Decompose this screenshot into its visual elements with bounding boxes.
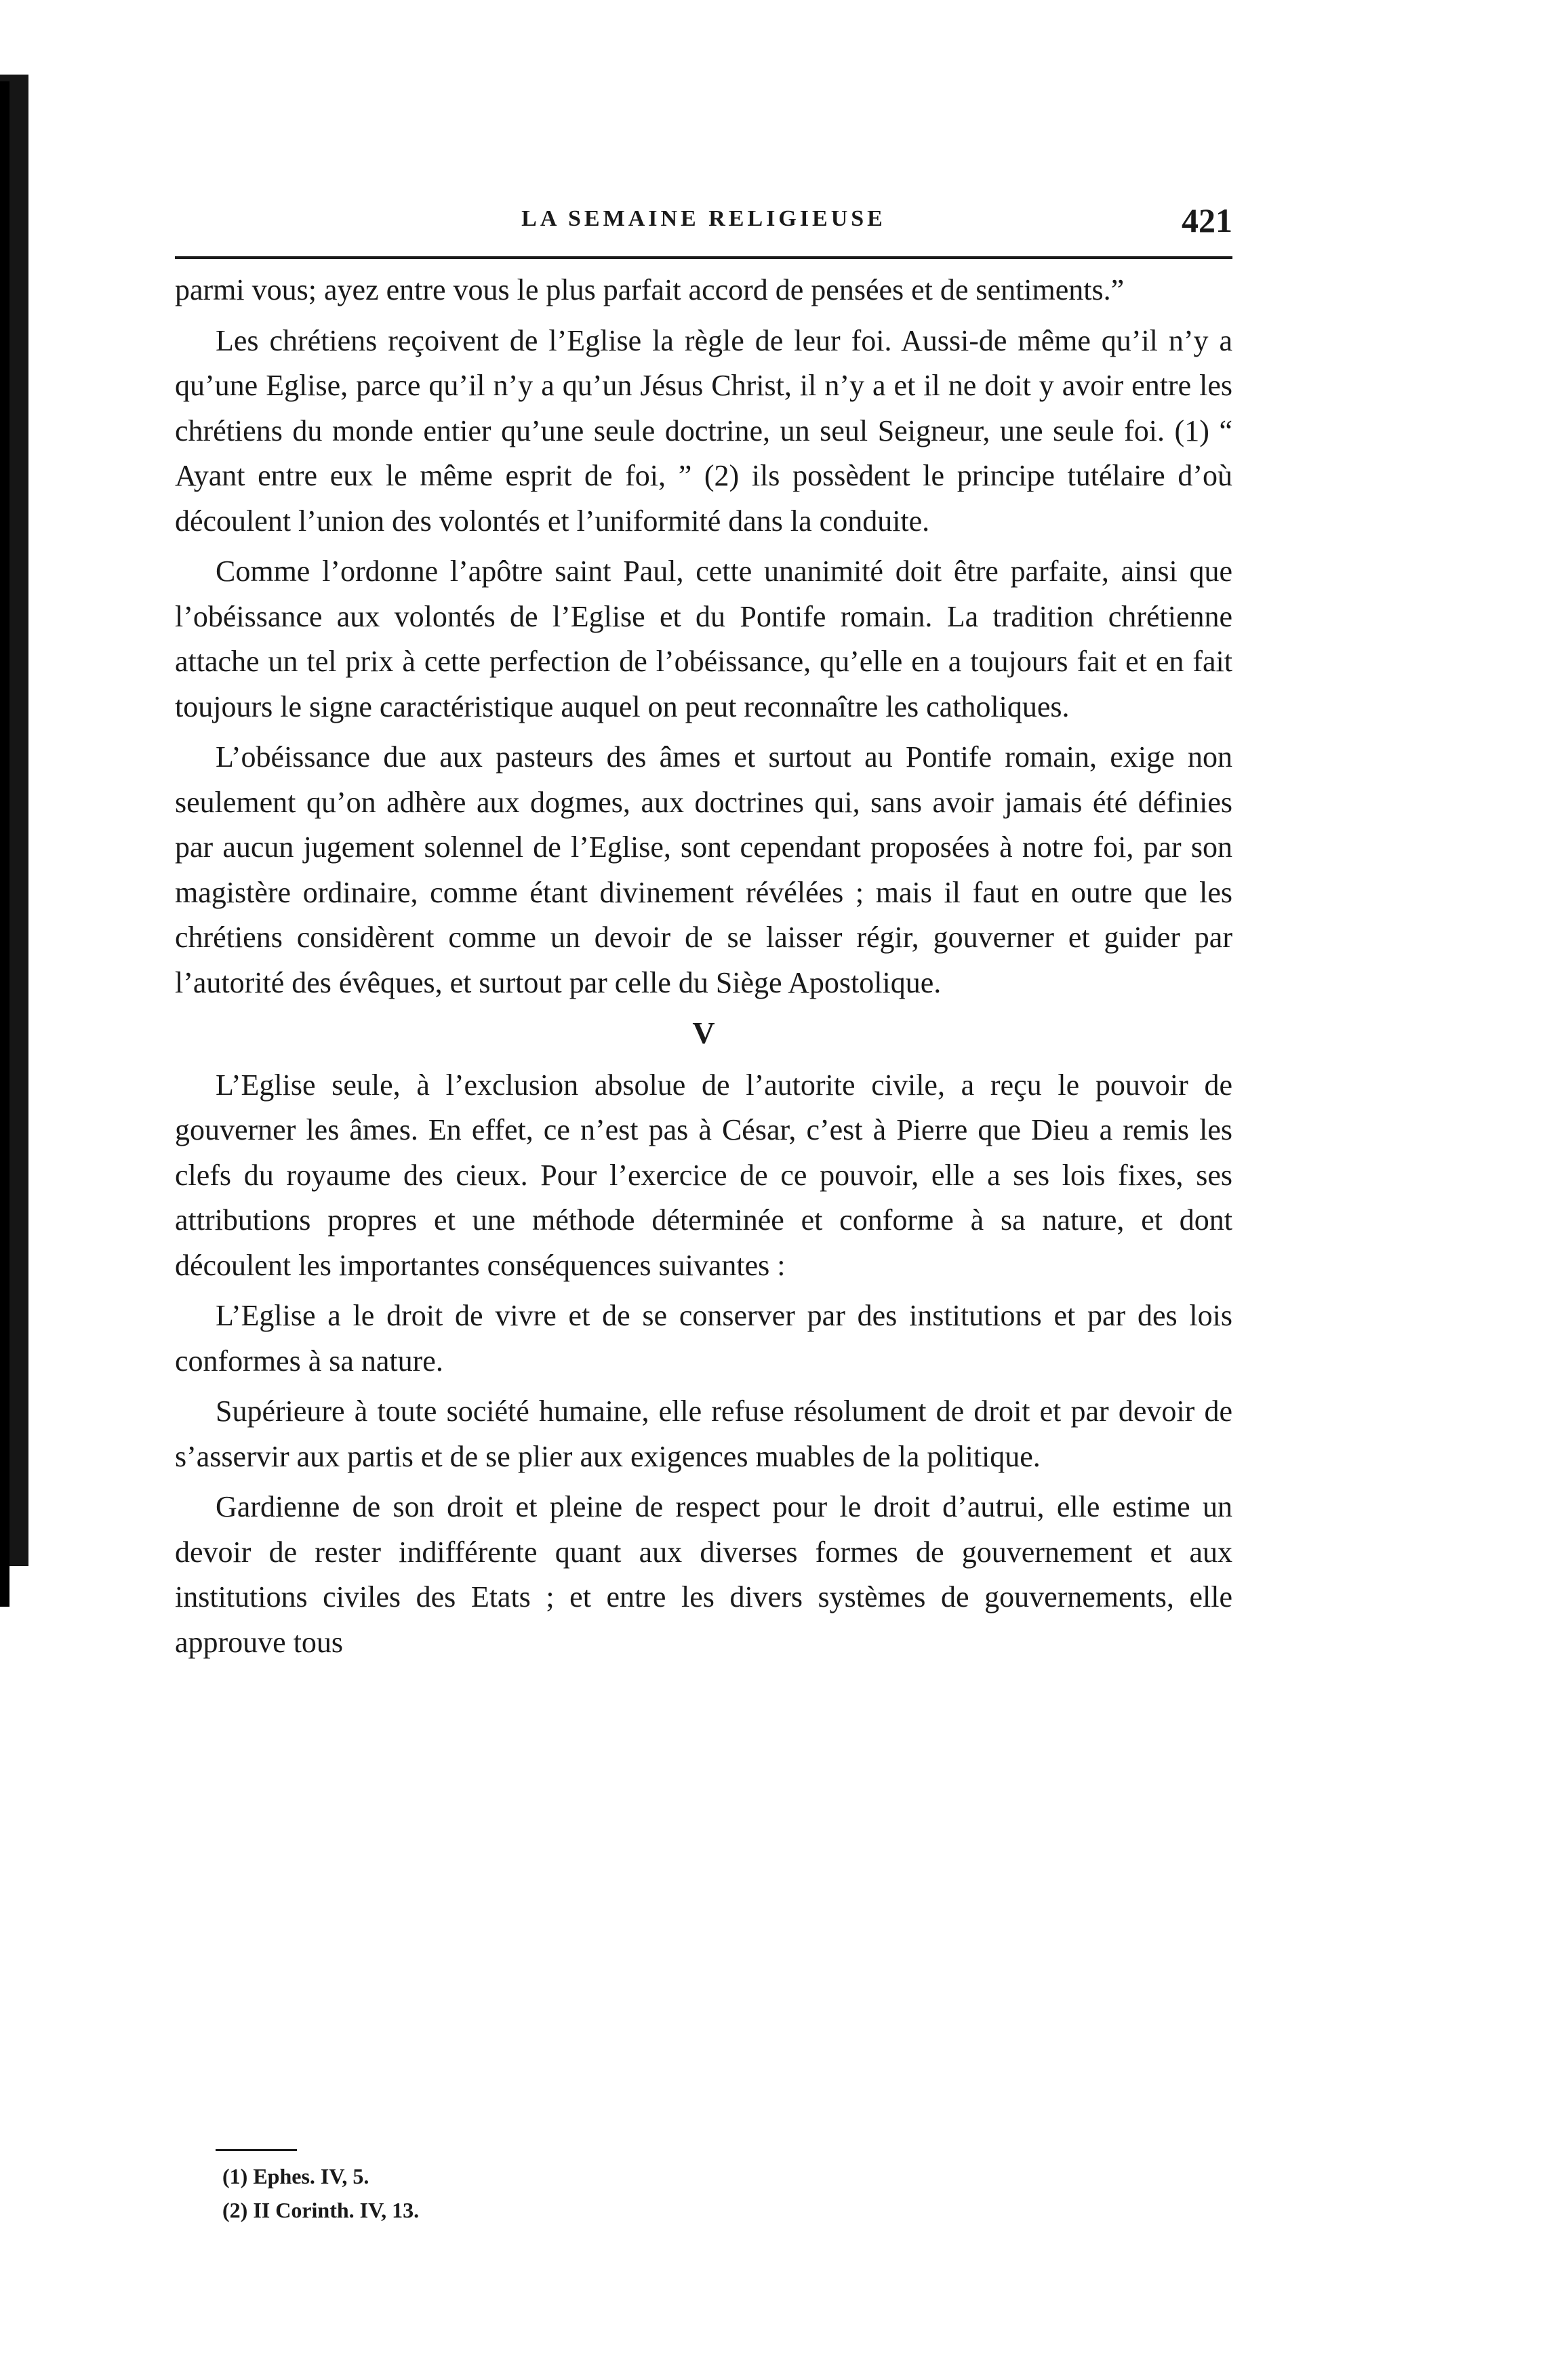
paragraph: L’obéissance due aux pasteurs des âmes et surtout au Pontife romain, exige non seulement qu’on adhère aux dogmes, aux doctrines qui, sans avoir jamais été définies par aucun jugement solennel de l’Eglise, sont cependant proposées à notre foi, par son magistère ordinaire, comme étant divinement révélées ; mais il faut en outre que les chrétiens considèrent comme un devoir de se laisser régir, gouverner et guider par l’autorité des évêques, et surtout par celle du Siège Apostolique. xyxy=(175,740,1232,999)
paragraph: L’Eglise a le droit de vivre et de se conserver par des institutions et par des lois conformes à sa nature. xyxy=(175,1299,1232,1378)
page-binding-edge xyxy=(0,81,9,1607)
page-number: 421 xyxy=(1182,201,1232,239)
page-header xyxy=(175,201,1232,241)
paragraph: Les chrétiens reçoivent de l’Eglise la règle de leur foi. Aussi-de même qu’il n’y a qu’une Eglise, parce qu’il n’y a qu’un Jésus Christ, il n’y a et il ne doit y avoir entre les chrétiens du monde entier qu’une seule doctrine, un seul Seigneur, une seule foi. (1) “ Ayant entre eux le même esprit de foi, ” (2) ils possèdent le principe tutélaire d’où découlent l’union des volontés et l’uniformité dans la conduite. xyxy=(175,323,1232,538)
paragraph: Comme l’ordonne l’apôtre saint Paul, cette unanimité doit être parfaite, ainsi que l’obéissance aux volontés de l’Eglise et du Pontife romain. La tradition chrétienne attache un tel prix à cette perfection de l’obéissance, qu’elle en a toujours fait et en fait toujours le signe caractéristique auquel on peut reconnaître les catholiques. xyxy=(175,555,1232,723)
paragraph: Supérieure à toute société humaine, elle refuse résolument de droit et par devoir de s’asservir aux partis et de se plier aux exigences muables de la politique. xyxy=(175,1395,1232,1473)
paragraph: Gardienne de son droit et pleine de respect pour le droit d’autrui, elle estime un devoir de rester indifférente quant aux diverses formes de gouvernement et aux institutions civiles des Etats ; et entre les divers systèmes de gouvernements, elle approuve tous xyxy=(175,1490,1232,1659)
paragraph: L’Eglise seule, à l’exclusion absolue de l’autorite civile, a reçu le pouvoir de gouverner les âmes. En effet, ce n’est pas à César, c’est à Pierre que Dieu a remis les clefs du royaume des cieux. Pour l’exercice de ce pouvoir, elle a ses lois fixes, ses attributions propres et une méthode déterminée et conforme à sa nature, et dont découlent les importantes conséquences suivantes : xyxy=(175,1068,1232,1282)
footnotes xyxy=(222,2159,419,2227)
section-heading: V xyxy=(692,1016,715,1050)
footnote: (2) II Corinth. IV, 13. xyxy=(222,2198,420,2222)
footnote-rule xyxy=(216,2149,297,2151)
paragraph: parmi vous; ayez entre vous le plus parfait accord de pensées et de sentiments.” xyxy=(175,273,1125,306)
running-title: LA SEMAINE RELIGIEUSE xyxy=(521,206,886,231)
footnote: (1) Ephes. IV, 5. xyxy=(222,2164,369,2188)
body-text xyxy=(175,268,1232,1670)
header-rule xyxy=(175,256,1232,259)
